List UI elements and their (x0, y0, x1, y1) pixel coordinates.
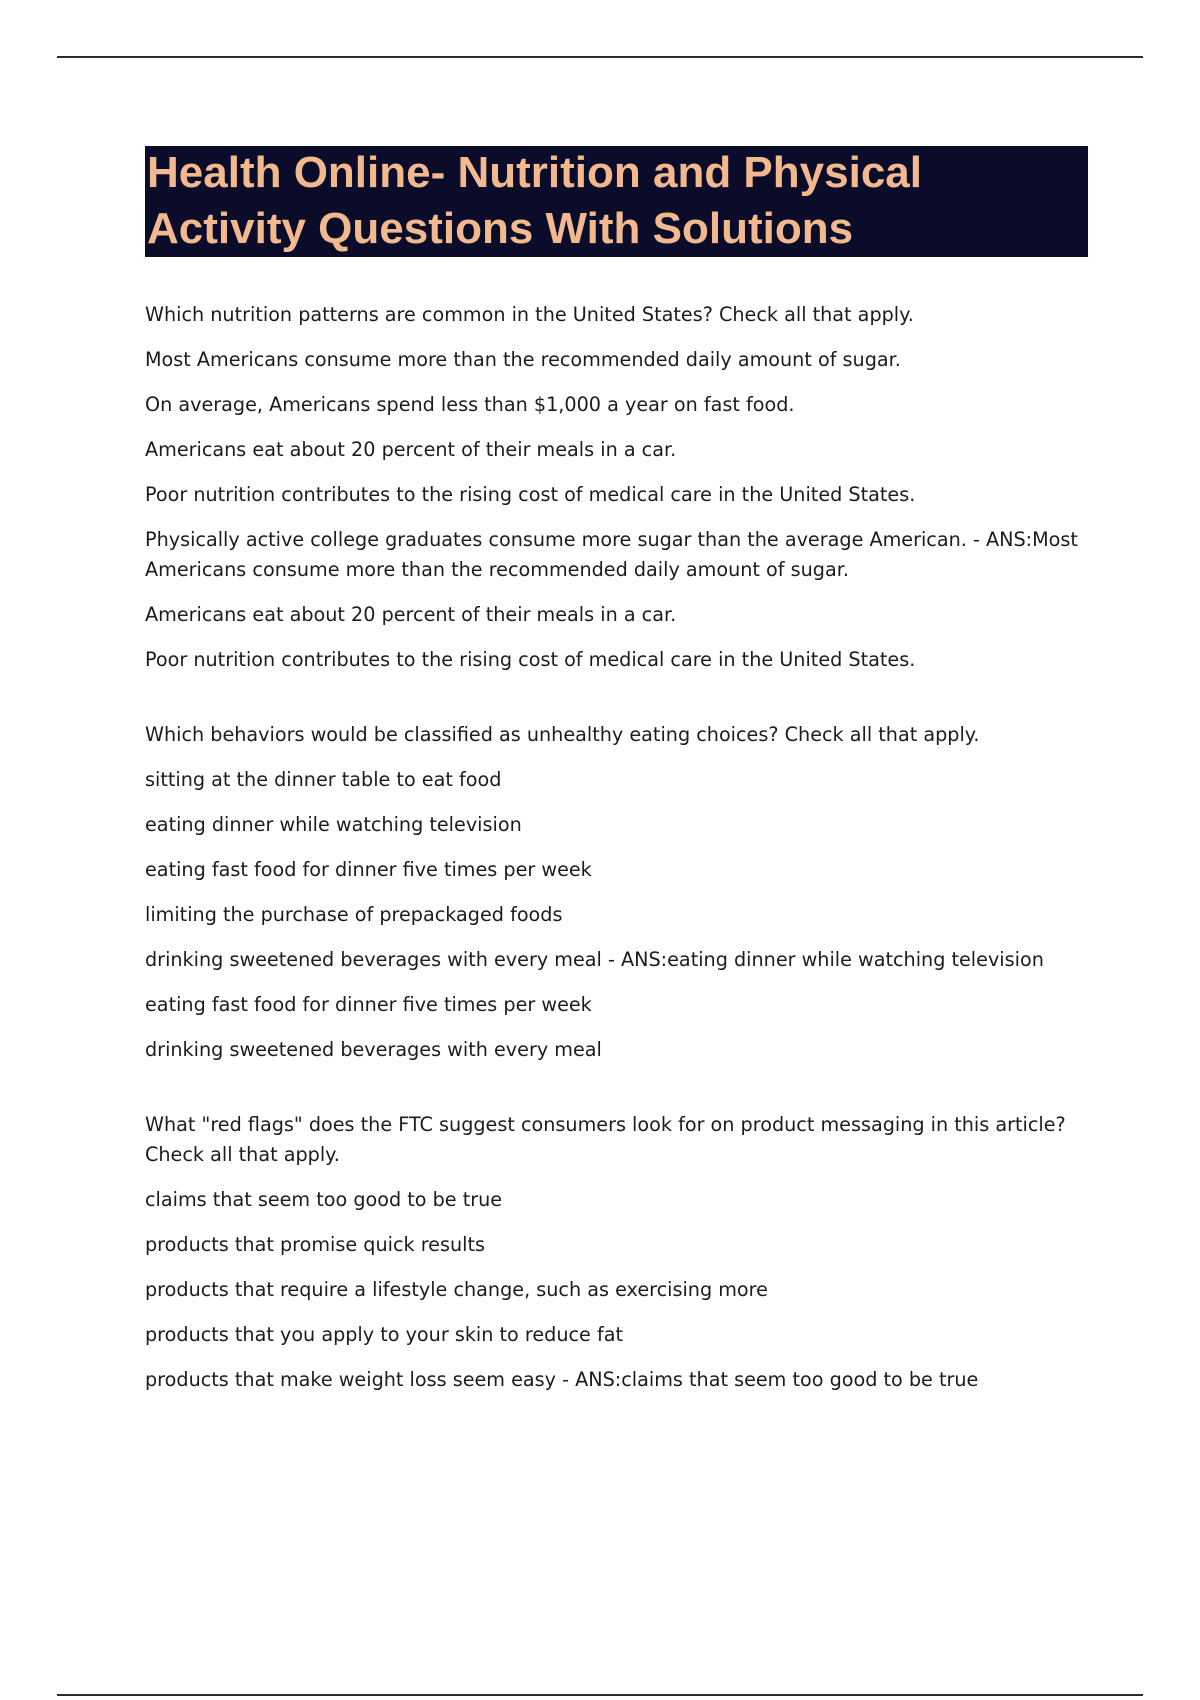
answer-option: eating fast food for dinner five times per week (145, 858, 592, 881)
question-block-1 (145, 300, 1090, 675)
question-text: Which nutrition patterns are common in the United States? Check all that apply. (145, 303, 914, 326)
answer-option: limiting the purchase of prepackaged foods (145, 903, 563, 926)
solution-line: Poor nutrition contributes to the rising cost of medical care in the United States. (145, 648, 916, 671)
answer-option: On average, Americans spend less than $1,000 a year on fast food. (145, 393, 795, 416)
answer-option: products that require a lifestyle change, such as exercising more (145, 1278, 768, 1301)
answer-option: Americans eat about 20 percent of their meals in a car. (145, 438, 677, 461)
answer-option-with-solution: products that make weight loss seem easy - ANS:claims that seem too good to be true (145, 1368, 979, 1391)
title-banner (145, 146, 1088, 257)
document-title: Health Online- Nutrition and Physical Activity Questions With Solutions (147, 148, 922, 253)
answer-option: products that you apply to your skin to reduce fat (145, 1323, 623, 1346)
question-block-3 (145, 1110, 1090, 1395)
answer-option: sitting at the dinner table to eat food (145, 768, 502, 791)
answer-option: products that promise quick results (145, 1233, 485, 1256)
solution-line: eating fast food for dinner five times per week (145, 993, 592, 1016)
question-text: Which behaviors would be classified as unhealthy eating choices? Check all that apply. (145, 723, 980, 746)
answer-option: claims that seem too good to be true (145, 1188, 503, 1211)
question-block-2 (145, 720, 1090, 1065)
solution-line: Americans eat about 20 percent of their meals in a car. (145, 603, 677, 626)
answer-option-with-solution: drinking sweetened beverages with every meal - ANS:eating dinner while watching television (145, 948, 1044, 971)
answer-option-with-solution: Physically active college graduates consume more sugar than the average American. - ANS:Most Americans consume more than the recommended daily amount of sugar. (145, 528, 1078, 581)
answer-option: Poor nutrition contributes to the rising cost of medical care in the United States. (145, 483, 916, 506)
answer-option: eating dinner while watching television (145, 813, 522, 836)
solution-line: drinking sweetened beverages with every meal (145, 1038, 602, 1061)
question-text: What "red flags" does the FTC suggest consumers look for on product messaging in this article? Check all that apply. (145, 1113, 1066, 1166)
document-body (145, 300, 1090, 1440)
footer-rule (57, 1694, 1143, 1696)
header-rule (57, 56, 1143, 58)
answer-option: Most Americans consume more than the recommended daily amount of sugar. (145, 348, 901, 371)
